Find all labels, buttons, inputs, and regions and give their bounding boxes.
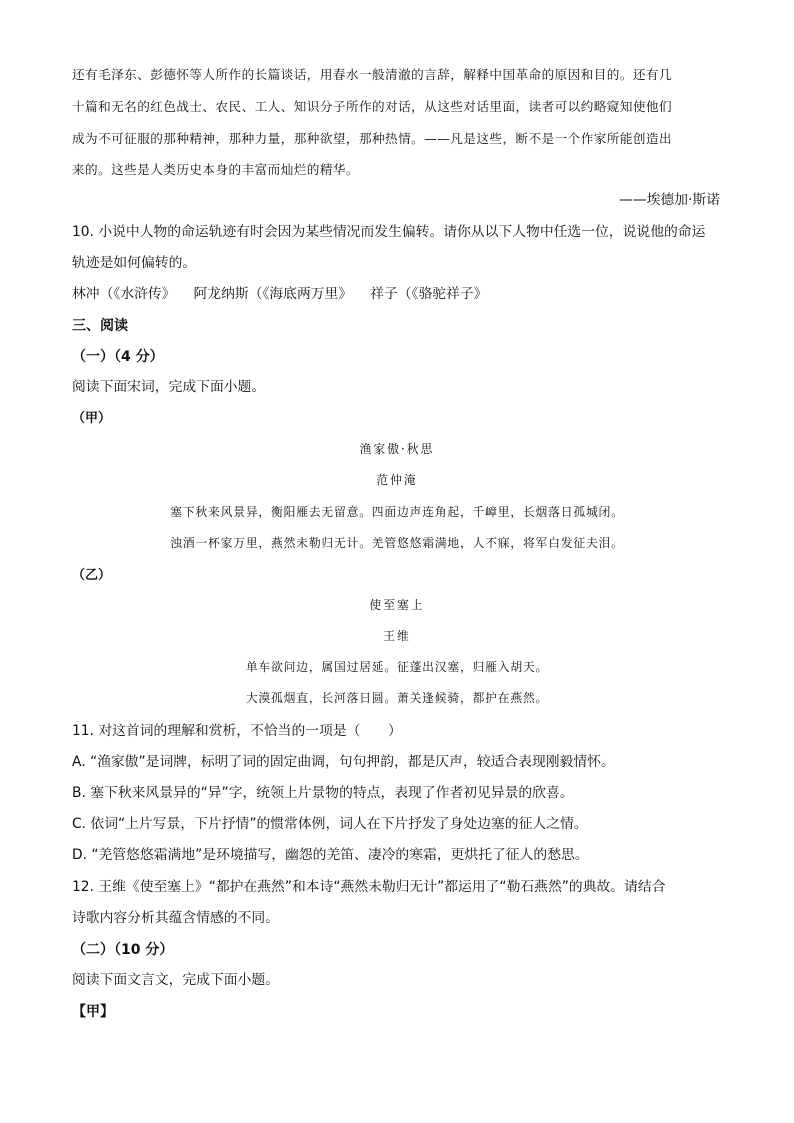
section-3-part-2-instruction: 阅读下面文言文，完成下面小题。 bbox=[72, 972, 279, 988]
q10-line-1: 10. 小说中人物的命运轨迹有时会因为某些情况而发生偏转。请你从以下人物中任选一位，说说他的命运 bbox=[72, 224, 706, 240]
section-3-part-1-heading: （一）（4 分） bbox=[72, 349, 164, 365]
poem-jia-line-2: 浊酒一杯家万里，燕然未勒归无计。羌管悠悠霜满地，人不寐，将军白发征夫泪。 bbox=[170, 536, 624, 550]
section-3-part-2-label: 【甲】 bbox=[72, 1004, 114, 1020]
q12-line-2: 诗歌内容分析其蕴含情感的不同。 bbox=[72, 910, 279, 926]
poem-jia-title: 渔家傲·秋思 bbox=[359, 442, 435, 456]
quote-line-4: 来的。这些是人类历史本身的丰富而灿烂的精华。 bbox=[72, 162, 359, 177]
work-aronnax: 阿龙纳斯（《海底两万里》 bbox=[193, 286, 353, 302]
quote-line-1: 还有毛泽东、彭德怀等人所作的长篇谈话，用春水一般清澈的言辞，解释中国革命的原因和目的。还有几 bbox=[72, 67, 673, 82]
q11-option-d: D. “羌管悠悠霜满地”是环境描写，幽怨的羌笛、凄冷的寒霜，更烘托了征人的愁思。 bbox=[72, 847, 589, 863]
poem-jia-author: 范仲淹 bbox=[376, 473, 418, 487]
work-xiangzi: 祥子（《骆驼祥子》 bbox=[370, 286, 488, 302]
quote-attribution: ——埃德加·斯诺 bbox=[619, 192, 720, 208]
poem-yi-line-2: 大漠孤烟直，长河落日圆。萧关逢候骑，都护在燕然。 bbox=[245, 691, 549, 705]
poem-jia-line-1: 塞下秋来风景异，衡阳雁去无留意。四面边声连角起，千嶂里，长烟落日孤城闭。 bbox=[170, 505, 624, 519]
quote-line-3: 成为不可征服的那种精神，那种力量，那种欲望，那种热情。——凡是这些，断不是一个作家所能创造出 bbox=[72, 131, 673, 146]
q11-option-a: A. “渔家傲”是词牌，标明了词的固定曲调，句句押韵，都是仄声，较适合表现刚毅情怀。 bbox=[72, 754, 615, 770]
section-3-part-2-heading: （二）（10 分） bbox=[72, 942, 174, 958]
poem-yi-label: （乙） bbox=[72, 568, 112, 583]
section-3-heading: 三、阅读 bbox=[72, 318, 128, 334]
poem-yi-line-1: 单车欲问边，属国过居延。征蓬出汉塞，归雁入胡天。 bbox=[245, 660, 549, 674]
q12-line-1: 12. 王维《使至塞上》“都护在燕然”和本诗“燕然未勒归无计”都运用了“勒石燕然”的典故。请结合 bbox=[72, 879, 666, 895]
work-lin-chong: 林冲（《水浒传》 bbox=[72, 286, 176, 302]
q10-works bbox=[72, 288, 487, 302]
q10-line-2: 轨迹是如何偏转的。 bbox=[72, 255, 197, 271]
poem-yi-author: 王维 bbox=[383, 629, 411, 643]
poem-yi-title: 使至塞上 bbox=[369, 598, 425, 612]
section-3-part-1-instruction: 阅读下面宋词，完成下面小题。 bbox=[72, 379, 266, 395]
poem-jia-label: （甲） bbox=[72, 411, 112, 426]
quote-line-2: 十篇和无名的红色战士、农民、工人、知识分子所作的对话，从这些对话里面，读者可以约略窥知使他们 bbox=[72, 99, 673, 114]
q11-option-c: C. 依词“上片写景，下片抒情”的惯常体例，词人在下片抒发了身处边塞的征人之情。 bbox=[72, 816, 588, 832]
q11-stem: 11. 对这首词的理解和赏析，不恰当的一项是（ ） bbox=[72, 723, 402, 739]
q11-option-b: B. 塞下秋来风景异的“异”字，统领上片景物的特点，表现了作者初见异景的欣喜。 bbox=[72, 785, 574, 801]
